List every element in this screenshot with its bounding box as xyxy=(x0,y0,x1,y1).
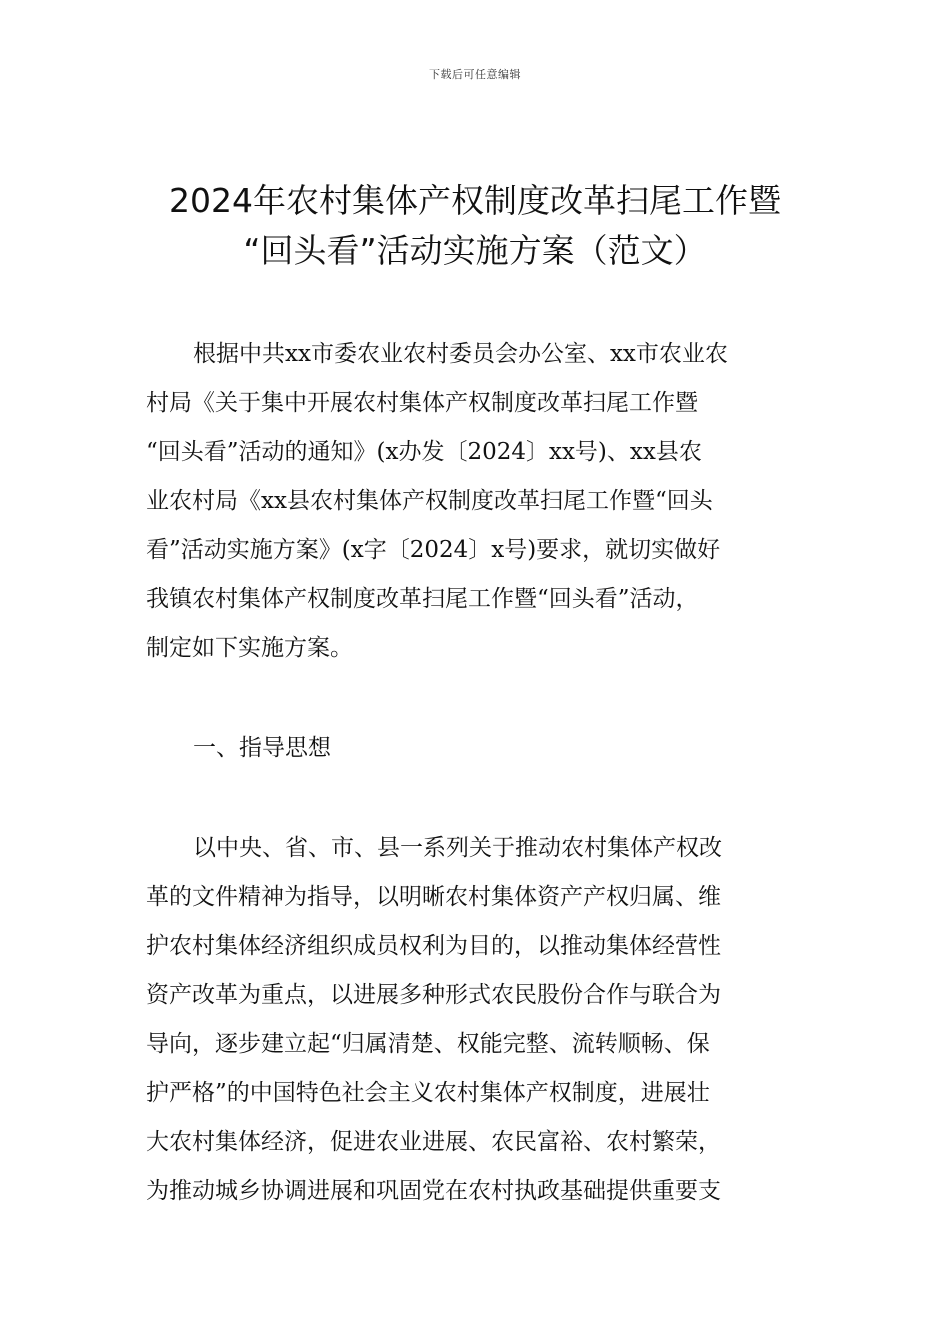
paragraph-line: 业农村局《xx县农村集体产权制度改革扫尾工作暨“回头 xyxy=(146,488,713,514)
paragraph-line: 看”活动实施方案》(x字〔2024〕x号)要求，就切实做好 xyxy=(146,537,721,563)
paragraph-line: 导向，逐步建立起“归属清楚、权能完整、流转顺畅、保 xyxy=(146,1031,710,1057)
paragraph-line: “回头看”活动的通知》(x办发〔2024〕xx号)、xx县农 xyxy=(146,439,702,465)
paragraph-line: 我镇农村集体产权制度改革扫尾工作暨“回头看”活动， xyxy=(146,586,699,612)
paragraph-line: 资产改革为重点，以进展多种形式农民股份合作与联合为 xyxy=(146,982,721,1008)
paragraph-line: 大农村集体经济，促进农业进展、农民富裕、农村繁荣， xyxy=(146,1129,721,1155)
paragraph-line: 根据中共xx市委农业农村委员会办公室、xx市农业农 xyxy=(193,341,728,367)
header-note: 下载后可任意编辑 xyxy=(429,68,521,81)
document-title xyxy=(0,176,950,276)
paragraph-line: 护严格”的中国特色社会主义农村集体产权制度，进展壮 xyxy=(146,1080,710,1106)
intro-paragraph xyxy=(146,330,808,673)
title-line-1: 2024年农村集体产权制度改革扫尾工作暨 xyxy=(169,181,781,220)
paragraph-line: 护农村集体经济组织成员权利为目的，以推动集体经营性 xyxy=(146,933,721,959)
title-line-2: “回头看”活动实施方案（范文） xyxy=(243,231,707,270)
paragraph-line: 革的文件精神为指导，以明晰农村集体资产产权归属、维 xyxy=(146,884,721,910)
section-heading-guiding-ideology: 一、指导思想 xyxy=(193,735,331,761)
paragraph-line: 村局《关于集中开展农村集体产权制度改革扫尾工作暨 xyxy=(146,390,698,416)
paragraph-line: 以中央、省、市、县一系列关于推动农村集体产权改 xyxy=(193,835,722,861)
paragraph-line: 为推动城乡协调进展和巩固党在农村执政基础提供重要支 xyxy=(146,1178,721,1204)
guiding-ideology-paragraph xyxy=(146,824,808,1216)
paragraph-line: 制定如下实施方案。 xyxy=(146,635,353,661)
